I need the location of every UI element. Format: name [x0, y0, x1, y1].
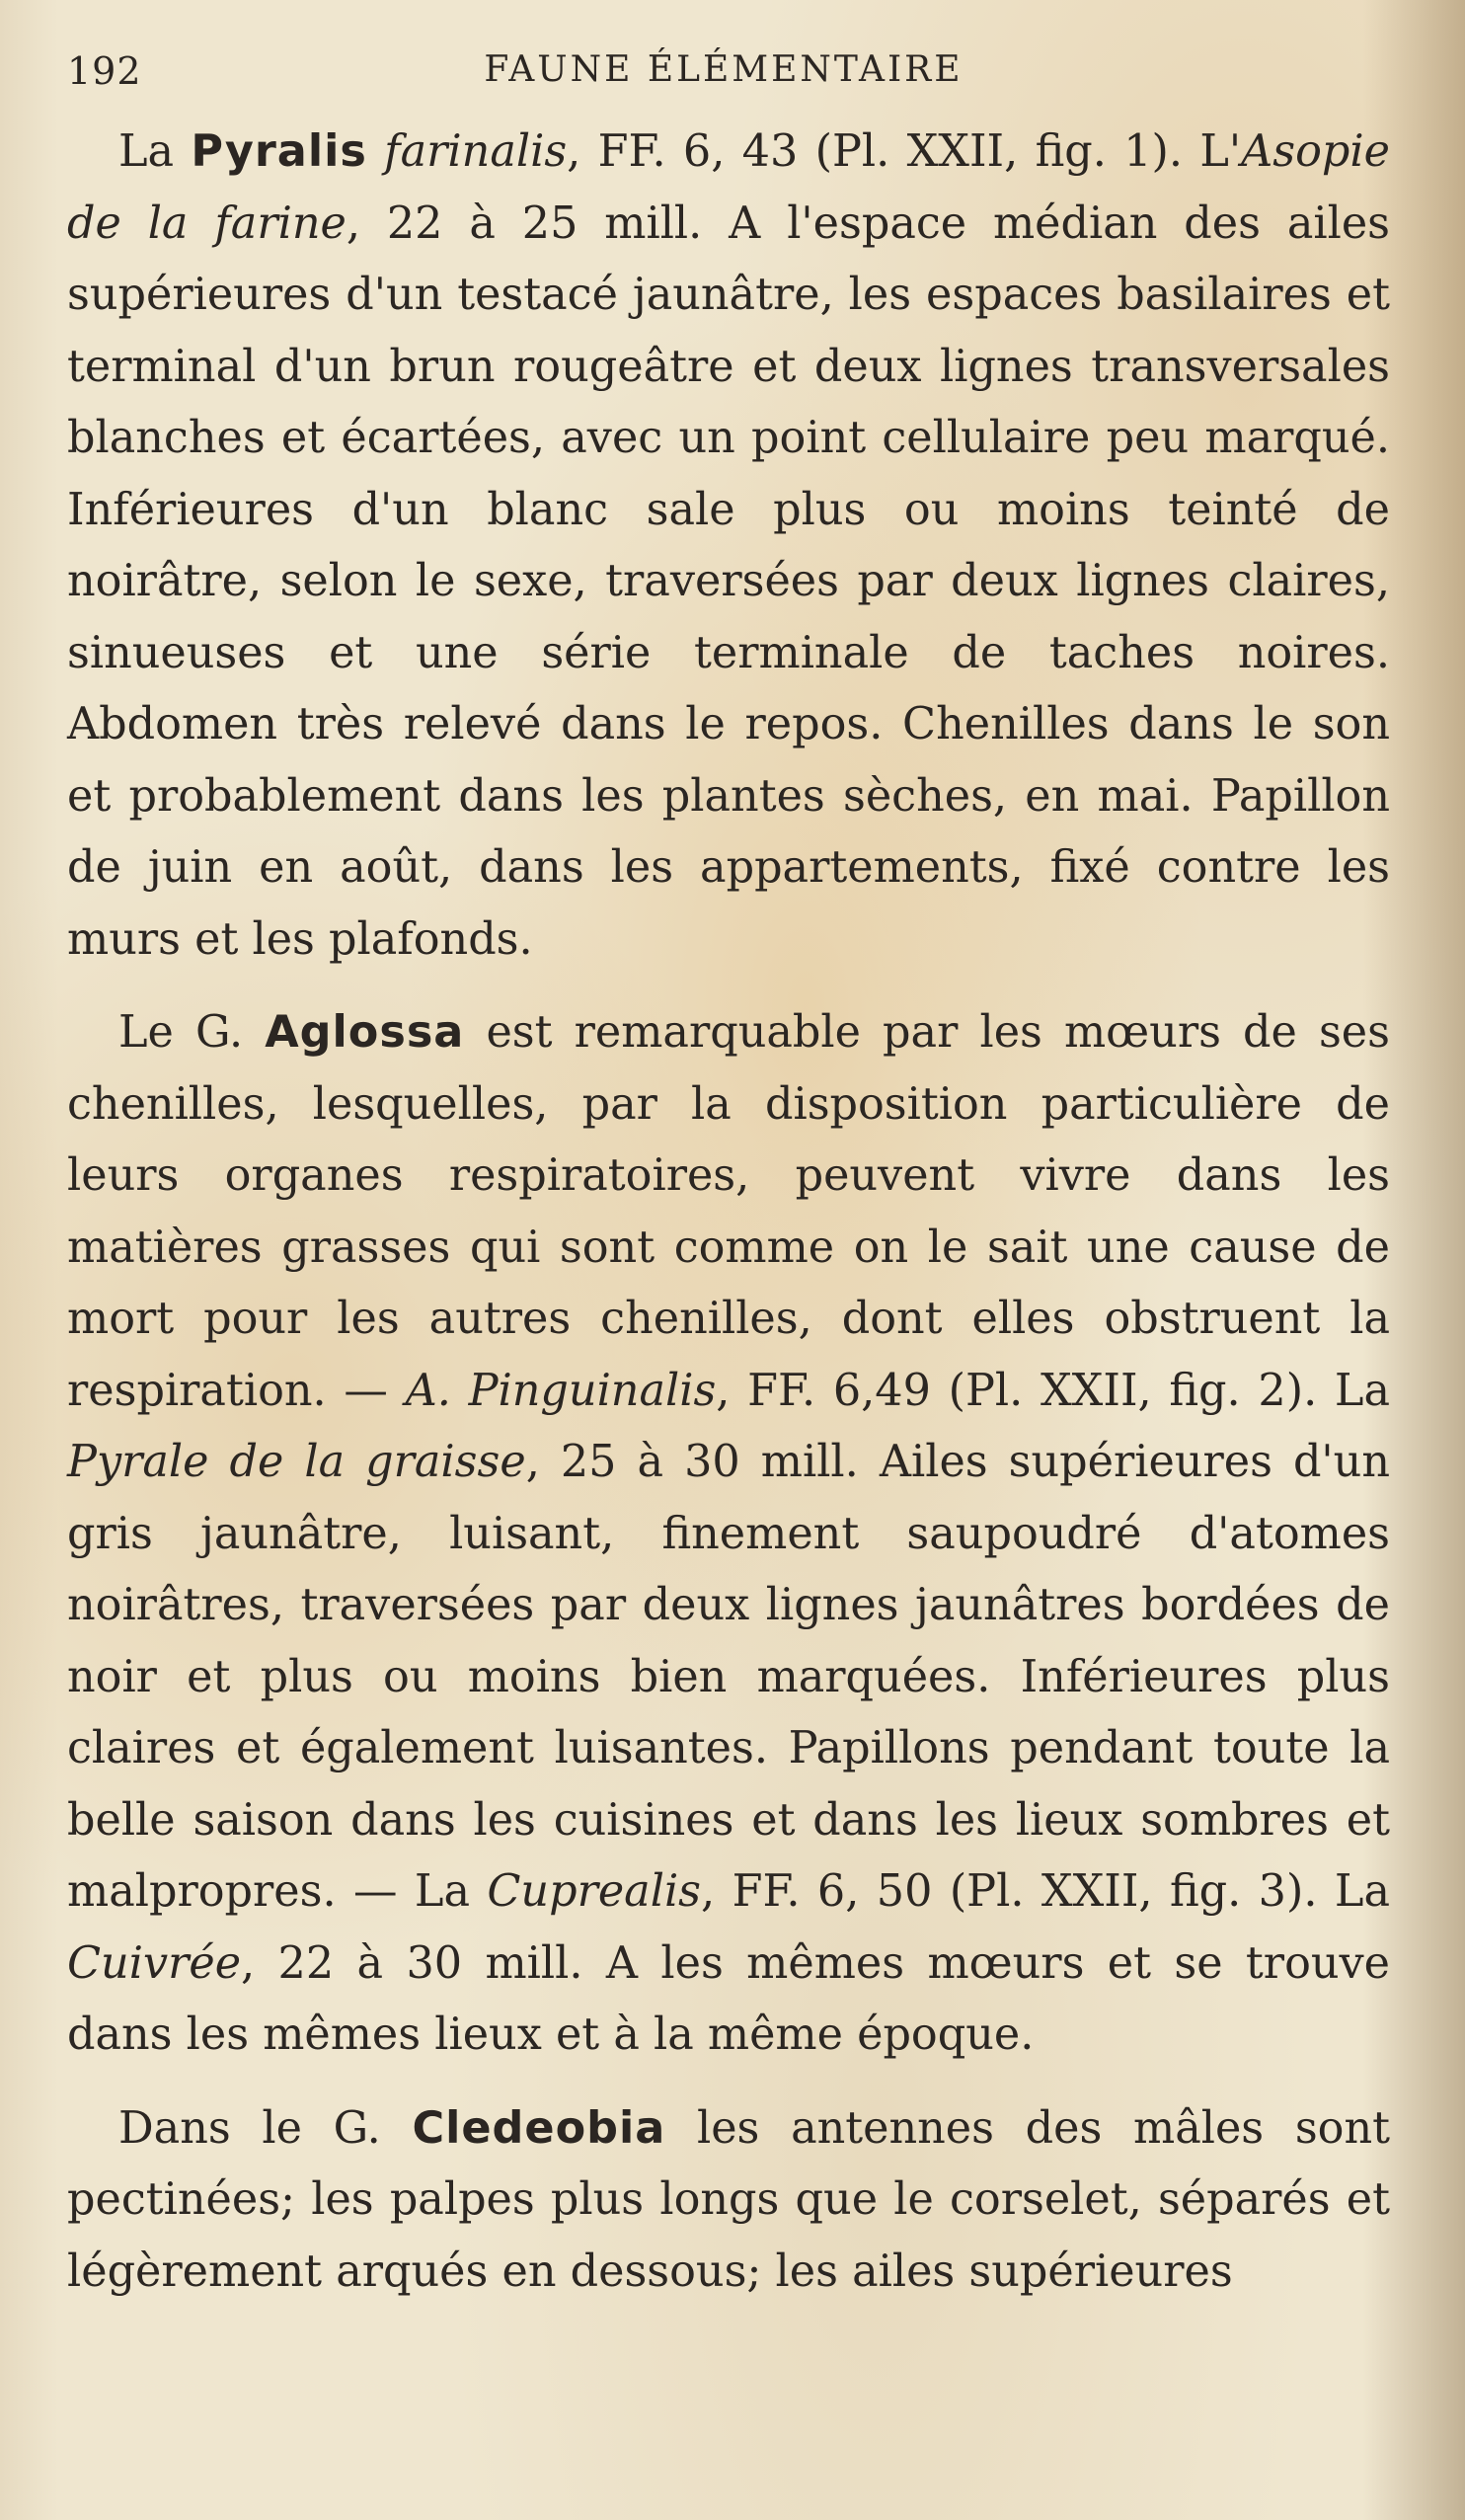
- species-name: A. Pinguinalis: [405, 1365, 717, 1416]
- text-run: , FF. 6,49 (Pl. XXII, fig. 2). La: [716, 1365, 1390, 1416]
- common-name: Pyrale de la graisse: [67, 1437, 526, 1487]
- genus-name: Pyralis: [191, 126, 367, 177]
- running-head: FAUNE ÉLÉMENTAIRE: [484, 49, 964, 90]
- common-name: Cuivrée: [67, 1937, 242, 1989]
- text-run: , 22 à 25 mill. A l'espace médian des ailes supérieures d'un testacé jaunâtre, les espaces basilaires et terminal d'un brun rougeâtre et deux lignes transversales blanches et écartées, avec un point cellulaire peu marqué. Inférieures d'un blanc sale plus ou moins teinté de noirâtre, selon le sexe, traversées par deux lignes claires, sinueuses et une série terminale de taches noires. Abdomen très relevé dans le repos. Chenilles dans le son et probablement dans les plantes sèches, en mai. Papillon de juin en août, dans les appartements, fixé contre les murs et les plafonds.: [67, 197, 1390, 965]
- text-run: , 22 à 30 mill. A les mêmes mœurs et se trouve dans les mêmes lieux et à la même époque.: [67, 1937, 1390, 2060]
- text-run: , FF. 6, 43 (Pl. XXII, fig. 1). L': [567, 126, 1242, 177]
- text-run: La: [118, 126, 192, 177]
- species-name: Cuprealis: [487, 1866, 702, 1917]
- text-run: [367, 126, 384, 177]
- page-header: [67, 43, 1380, 103]
- genus-name: Aglossa: [265, 1007, 465, 1058]
- paragraph-cledeobia: [67, 2093, 1390, 2309]
- text-run: est remarquable par les mœurs de ses chenilles, lesquelles, par la disposition particulière de leurs organes respiratoires, peuvent vivre dans les matières grasses qui sont comme on le sait une cause de mort pour les autres chenilles, dont elles obstruent la respiration. —: [67, 1007, 1390, 1416]
- paragraph-aglossa: [67, 997, 1390, 2072]
- page-number: 192: [67, 49, 142, 93]
- paragraph-pyralis: [67, 117, 1390, 976]
- body-text: [67, 117, 1390, 2316]
- text-run: les antennes des mâles sont pectinées; les palpes plus longs que le corselet, séparés et légèrement arqués en dessous; les ailes supérieures: [67, 2102, 1390, 2297]
- common-name: Asopie de la farine: [67, 126, 1390, 249]
- species-name: farinalis: [384, 126, 568, 177]
- text-run: Le G.: [118, 1007, 266, 1058]
- text-run: , 25 à 30 mill. Ailes supérieures d'un gris jaunâtre, luisant, finement saupoudré d'atomes noirâtres, traversées par deux lignes jaunâtres bordées de noir et plus ou moins bien marquées. Inférieures plus claires et également luisantes. Papillons pendant toute la belle saison dans les cuisines et dans les lieux sombres et malpropres. — La: [67, 1437, 1390, 1917]
- text-run: Dans le G.: [118, 2102, 413, 2154]
- text-run: , FF. 6, 50 (Pl. XXII, fig. 3). La: [701, 1866, 1390, 1917]
- genus-name: Cledeobia: [412, 2102, 666, 2154]
